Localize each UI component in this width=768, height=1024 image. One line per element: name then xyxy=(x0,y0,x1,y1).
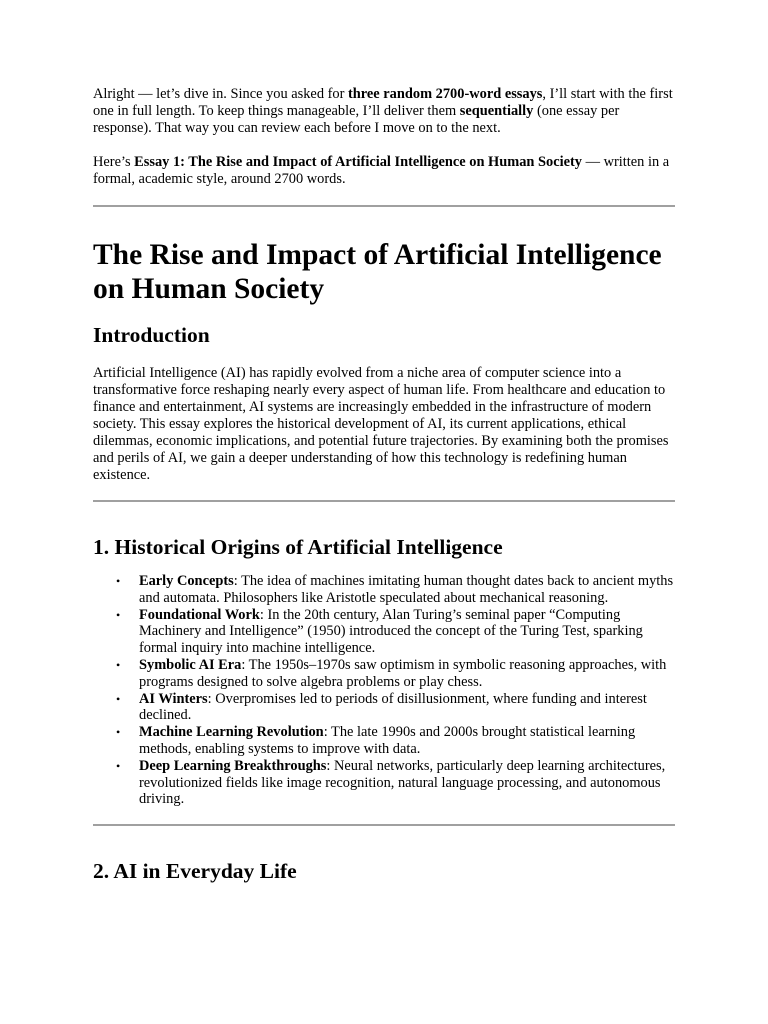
document-page xyxy=(93,86,675,884)
list-item-term: Machine Learning Revolution xyxy=(139,724,324,741)
essay-intro-paragraph xyxy=(93,154,675,188)
list-item-text: : Overpromises led to periods of disillusionment, where funding and interest declined. xyxy=(139,690,647,724)
list-item xyxy=(116,573,675,607)
intro-bold-1: three random 2700-word essays xyxy=(348,86,543,102)
essay-bold-title: Essay 1: The Rise and Impact of Artificial Intelligence on Human Society xyxy=(134,154,582,170)
intro-text-2: , I’ll start with the first one in full length. To keep things manageable, I’ll deliver them xyxy=(93,86,673,119)
divider-1 xyxy=(93,205,675,207)
list-item-text: : The late 1990s and 2000s brought statistical learning methods, enabling systems to improve with data. xyxy=(139,724,636,757)
divider-2 xyxy=(93,500,675,502)
list-item xyxy=(116,724,675,758)
section-2-heading: 2. AI in Everyday Life xyxy=(93,859,297,884)
essay-text-1: Here’s xyxy=(93,154,135,170)
intro-text-1: Alright — let’s dive in. Since you asked for xyxy=(93,86,348,102)
list-item-term: Symbolic AI Era xyxy=(139,656,242,673)
essay-text-2: — written in a formal, academic style, around 2700 words. xyxy=(93,154,670,187)
intro-bold-2: sequentially xyxy=(459,103,534,119)
list-item-term: Foundational Work xyxy=(139,606,260,623)
list-item-text: : The idea of machines imitating human thought dates back to ancient myths and automata. Philosophers like Aristotle speculated about mechanical reasoning. xyxy=(139,573,674,606)
bullet-icon: • xyxy=(116,657,121,672)
list-item-text: : Neural networks, particularly deep learning architectures, revolutionized fields like image recognition, natural language processing, and autonomous driving. xyxy=(139,757,666,808)
list-item xyxy=(116,656,675,691)
list-item xyxy=(116,690,675,725)
bullet-icon: • xyxy=(116,691,121,706)
intro-paragraph xyxy=(93,86,675,137)
bullet-icon: • xyxy=(116,725,121,740)
essay-title: The Rise and Impact of Artificial Intelligence on Human Society xyxy=(93,239,662,305)
section-1-list xyxy=(93,573,675,808)
bullet-icon: • xyxy=(116,574,121,588)
section-1-heading: 1. Historical Origins of Artificial Intelligence xyxy=(93,535,503,559)
list-item-text: : The 1950s–1970s saw optimism in symbolic reasoning approaches, with programs designed to solve algebra problems or play chess. xyxy=(139,656,667,690)
list-item xyxy=(116,606,675,657)
list-item xyxy=(116,757,675,808)
bullet-icon: • xyxy=(116,758,121,773)
bullet-icon: • xyxy=(116,607,121,622)
divider-3 xyxy=(93,824,675,826)
introduction-heading: Introduction xyxy=(93,323,210,347)
intro-text-3: (one essay per response). That way you can review each before I move on to the next. xyxy=(93,103,620,136)
list-item-term: AI Winters xyxy=(139,690,208,707)
list-item-term: Early Concepts xyxy=(139,573,234,589)
list-item-text: : In the 20th century, Alan Turing’s seminal paper “Computing Machinery and Intelligence” (1950) introduced the concept of the Turing Test, sparking formal inquiry into machine intelligence. xyxy=(139,606,643,657)
introduction-body: Artificial Intelligence (AI) has rapidly evolved from a niche area of computer science into a transformative force reshaping nearly every aspect of human life. From healthcare and education to finance and entertainment, AI systems are increasingly embedded in the infrastructure of modern society. This essay explores the historical development of AI, its current applications, ethical dilemmas, economic implications, and potential future trajectories. By examining both the promises and perils of AI, we gain a deeper understanding of how this technology is redefining human existence. xyxy=(93,365,669,483)
list-item-term: Deep Learning Breakthroughs xyxy=(139,757,327,774)
